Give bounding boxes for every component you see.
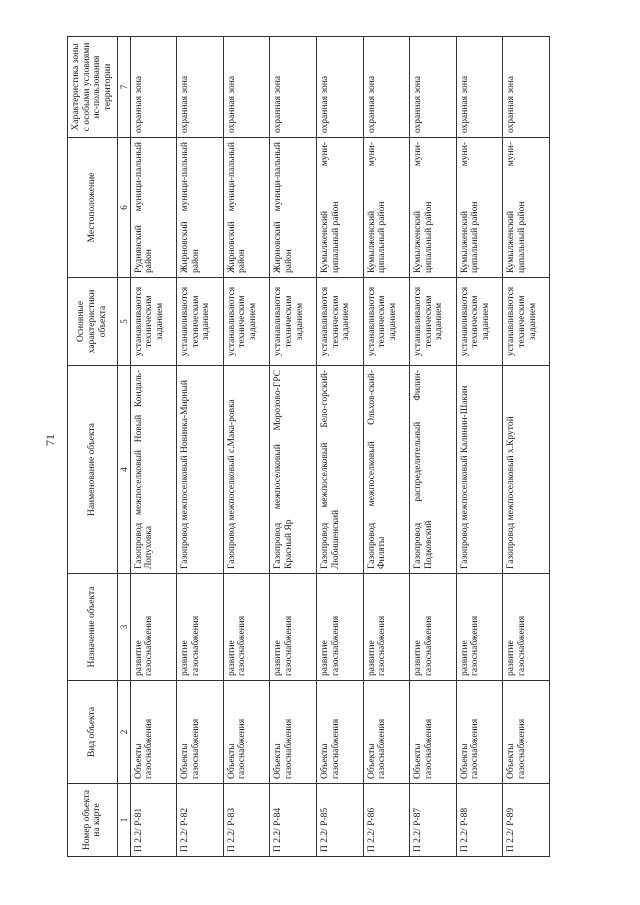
table-body — [130, 37, 549, 857]
column-number-row — [117, 37, 130, 857]
header-row — [68, 37, 118, 857]
cell-object-number: П 2.2/ Р-82 — [177, 784, 224, 857]
column-number: 4 — [117, 366, 130, 574]
cell-object-name: Газопровод межпоселковый Ольхов-ский-Филяты — [363, 366, 410, 574]
header-zone-characteristics: Характеристика зоны с особыми условиями ис-пользования территории — [68, 37, 118, 138]
cell-object-name: Газопровод межпоселковый с.Мака-ровка — [223, 366, 270, 574]
cell-object-type: Объекты газоснабжения — [456, 681, 503, 784]
cell-zone-characteristics: охранная зона — [503, 37, 550, 138]
header-object-name: Наименование объекта — [68, 366, 118, 574]
cell-object-number: П 2.2/ Р-89 — [503, 784, 550, 857]
cell-object-type: Объекты газоснабжения — [316, 681, 363, 784]
table-row — [316, 37, 363, 857]
table-row — [363, 37, 410, 857]
table-row — [270, 37, 317, 857]
cell-object-purpose: развитие газоснабжения — [130, 574, 177, 681]
table-row — [223, 37, 270, 857]
cell-object-characteristics: устанавливаются техническим заданием — [130, 278, 177, 366]
cell-location: Кумылженский муни-ципальный район — [503, 138, 550, 278]
cell-object-characteristics: устанавливаются техническим заданием — [270, 278, 317, 366]
header-object-purpose: Назначение объекта — [68, 574, 118, 681]
cell-object-characteristics: устанавливаются техническим заданием — [177, 278, 224, 366]
cell-location: Жирновский муници-пальный район — [177, 138, 224, 278]
header-object-type: Вид объекта — [68, 681, 118, 784]
cell-object-name: Газопровод межпоселковый Бело-горский-Любишенский — [316, 366, 363, 574]
rotated-table-container — [67, 37, 550, 857]
cell-object-name: Газопровод межпоселковый Морозово-ГРС Красный Яр — [270, 366, 317, 574]
table-row — [456, 37, 503, 857]
cell-object-characteristics: устанавливаются техническим заданием — [223, 278, 270, 366]
cell-zone-characteristics: охранная зона — [316, 37, 363, 138]
cell-object-name: Газопровод межпоселковый Калинин-Шакин — [456, 366, 503, 574]
cell-object-number: П 2.2/ Р-83 — [223, 784, 270, 857]
cell-object-name: Газопровод межпоселковый х.Крутой — [503, 366, 550, 574]
cell-object-purpose: развитие газоснабжения — [503, 574, 550, 681]
header-location: Местоположение — [68, 138, 118, 278]
column-number: 1 — [117, 784, 130, 857]
cell-object-type: Объекты газоснабжения — [270, 681, 317, 784]
table-row — [130, 37, 177, 857]
cell-object-number: П 2.2/ Р-85 — [316, 784, 363, 857]
cell-object-type: Объекты газоснабжения — [223, 681, 270, 784]
cell-object-characteristics: устанавливаются техническим заданием — [456, 278, 503, 366]
table-row — [410, 37, 457, 857]
cell-object-purpose: развитие газоснабжения — [270, 574, 317, 681]
cell-zone-characteristics: охранная зона — [410, 37, 457, 138]
cell-object-purpose: развитие газоснабжения — [223, 574, 270, 681]
cell-location: Кумылженский муни-ципальный район — [456, 138, 503, 278]
cell-object-purpose: развитие газоснабжения — [456, 574, 503, 681]
column-number: 5 — [117, 278, 130, 366]
cell-object-number: П 2.2/ Р-86 — [363, 784, 410, 857]
cell-zone-characteristics: охранная зона — [456, 37, 503, 138]
cell-object-number: П 2.2/ Р-88 — [456, 784, 503, 857]
cell-zone-characteristics: охранная зона — [363, 37, 410, 138]
cell-location: Кумылженский муни-ципальный район — [363, 138, 410, 278]
cell-location: Кумылженский муни-ципальный район — [410, 138, 457, 278]
cell-object-purpose: развитие газоснабжения — [410, 574, 457, 681]
cell-object-number: П 2.2/ Р-84 — [270, 784, 317, 857]
cell-object-type: Объекты газоснабжения — [177, 681, 224, 784]
cell-zone-characteristics: охранная зона — [177, 37, 224, 138]
cell-object-name: Газопровод распределительный Филин-Подковский — [410, 366, 457, 574]
cell-object-purpose: развитие газоснабжения — [316, 574, 363, 681]
table-row — [503, 37, 550, 857]
cell-object-characteristics: устанавливаются техническим заданием — [503, 278, 550, 366]
column-number: 6 — [117, 138, 130, 278]
column-number: 7 — [117, 37, 130, 138]
cell-location: Руднянский муници-пальный район — [130, 138, 177, 278]
cell-location: Жирновский муници-пальный район — [223, 138, 270, 278]
cell-object-characteristics: устанавливаются техническим заданием — [363, 278, 410, 366]
cell-zone-characteristics: охранная зона — [223, 37, 270, 138]
cell-object-type: Объекты газоснабжения — [503, 681, 550, 784]
cell-object-purpose: развитие газоснабжения — [177, 574, 224, 681]
cell-location: Кумылженский муни-ципальный район — [316, 138, 363, 278]
table-row — [177, 37, 224, 857]
cell-object-purpose: развитие газоснабжения — [363, 574, 410, 681]
cell-object-name: Газопровод межпоселковый Новинка-Мирный — [177, 366, 224, 574]
cell-object-type: Объекты газоснабжения — [410, 681, 457, 784]
cell-zone-characteristics: охранная зона — [130, 37, 177, 138]
header-object-number: Номер объекта на карте — [68, 784, 118, 857]
cell-object-characteristics: устанавливаются техническим заданием — [410, 278, 457, 366]
column-number: 2 — [117, 681, 130, 784]
column-number: 3 — [117, 574, 130, 681]
cell-object-name: Газопровод межпоселковый Новый Кондаль-Лопуховка — [130, 366, 177, 574]
cell-object-number: П 2.2/ Р-81 — [130, 784, 177, 857]
cell-object-characteristics: устанавливаются техническим заданием — [316, 278, 363, 366]
cell-object-type: Объекты газоснабжения — [363, 681, 410, 784]
cell-location: Жирновский муници-пальный район — [270, 138, 317, 278]
objects-table — [67, 36, 550, 857]
cell-zone-characteristics: охранная зона — [270, 37, 317, 138]
page-number: 71 — [43, 434, 57, 446]
cell-object-number: П 2.2/ Р-87 — [410, 784, 457, 857]
cell-object-type: Объекты газоснабжения — [130, 681, 177, 784]
header-object-characteristics: Основные характеристики объекта — [68, 278, 118, 366]
